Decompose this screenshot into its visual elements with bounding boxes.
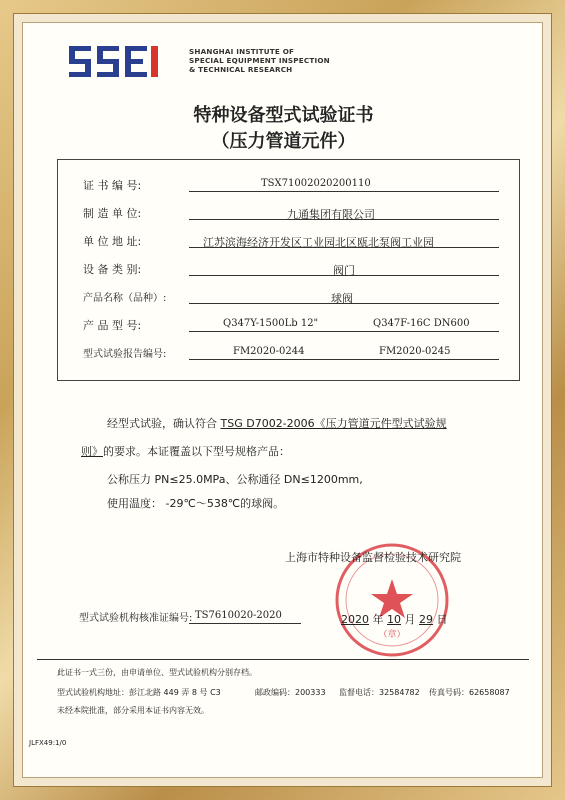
form-code: JLFX49:1/0 xyxy=(29,739,67,747)
body-line2 xyxy=(81,443,290,459)
report-no-value-2: FM2020-0245 xyxy=(379,346,451,357)
seal-center-text: （章） xyxy=(378,630,406,640)
org-en-line3: & TECHNICAL RESEARCH xyxy=(189,65,293,74)
certificate-paper xyxy=(22,22,543,778)
model-value-2: Q347F-16C DN600 xyxy=(373,318,470,329)
approval-label: 型式试验机构核准证编号: xyxy=(79,613,193,624)
issue-month-unit: 月 xyxy=(404,613,416,626)
cert-no-label: 证 书 编 号: xyxy=(83,179,142,192)
certificate-title: 特种设备型式试验证书 xyxy=(193,105,374,126)
category-value: 阀门 xyxy=(333,264,355,277)
body-line1-a: 经型式试验，确认符合 xyxy=(107,417,217,430)
footer-note1: 此证书一式三份，由申请单位、型式试验机构分别存档。 xyxy=(57,668,257,677)
certificate-subtitle: （压力管道元件） xyxy=(211,131,356,152)
address-value: 江苏滨海经济开发区工业园北区瓯北泵阀工业园 xyxy=(203,236,434,249)
footer-address: 型式试验机构地址：彭江北路 449 弄 8 号 C3 xyxy=(57,688,221,697)
manufacturer-label: 制 造 单 位: xyxy=(83,207,142,220)
footer-divider xyxy=(37,659,529,660)
issue-year-unit: 年 xyxy=(372,613,384,626)
issue-day-unit: 日 xyxy=(436,613,448,626)
regulation-reference: TSG D7002-2006《压力管道元件型式试验规 xyxy=(220,417,447,430)
address-label: 单 位 地 址: xyxy=(83,235,142,248)
body-line3: 公称压力 PN≤25.0MPa、公称通径 DN≤1200mm, xyxy=(107,473,363,486)
body-line4: 使用温度： -29℃～538℃的球阀。 xyxy=(107,497,285,510)
org-english-name xyxy=(189,47,330,74)
org-en-line2: SPECIAL EQUIPMENT INSPECTION xyxy=(189,56,330,65)
product-name-value: 球阀 xyxy=(331,292,353,305)
product-name-label: 产品名称（品种）: xyxy=(83,293,167,304)
report-no-label: 型式试验报告编号: xyxy=(83,349,167,360)
model-label: 产 品 型 号: xyxy=(83,319,142,332)
org-en-line1: SHANGHAI INSTITUTE OF xyxy=(189,47,295,56)
issuer-name: 上海市特种设备监督检验技术研究院 xyxy=(285,551,461,564)
cert-no-line xyxy=(189,191,499,192)
approval-line xyxy=(189,623,301,624)
report-no-value-1: FM2020-0244 xyxy=(233,346,305,357)
body-line1 xyxy=(107,415,447,431)
issue-year: 2020 xyxy=(341,613,369,626)
issue-day: 29 xyxy=(419,613,433,626)
footer-note2: 未经本院批准，部分采用本证书内容无效。 xyxy=(57,706,209,715)
issue-date xyxy=(341,611,448,627)
model-line xyxy=(189,331,499,332)
report-no-line xyxy=(189,359,499,360)
cert-no-value: TSX71002020200110 xyxy=(261,178,371,189)
model-value-1: Q347Y-1500Lb 12" xyxy=(223,318,319,329)
regulation-reference-end: 则》 xyxy=(81,445,103,458)
category-label: 设 备 类 别: xyxy=(83,263,142,276)
footer-phone: 监督电话：32584782 xyxy=(339,688,420,697)
footer-fax: 传真号码：62658087 xyxy=(429,688,510,697)
body-line2-b: 的要求。本证覆盖以下型号规格产品： xyxy=(103,445,290,458)
approval-no: TS7610020-2020 xyxy=(195,610,282,621)
ssei-logo-icon xyxy=(67,43,187,81)
manufacturer-value: 九通集团有限公司 xyxy=(287,208,375,221)
issue-month: 10 xyxy=(387,613,401,626)
footer-postcode: 邮政编码：200333 xyxy=(255,688,326,697)
